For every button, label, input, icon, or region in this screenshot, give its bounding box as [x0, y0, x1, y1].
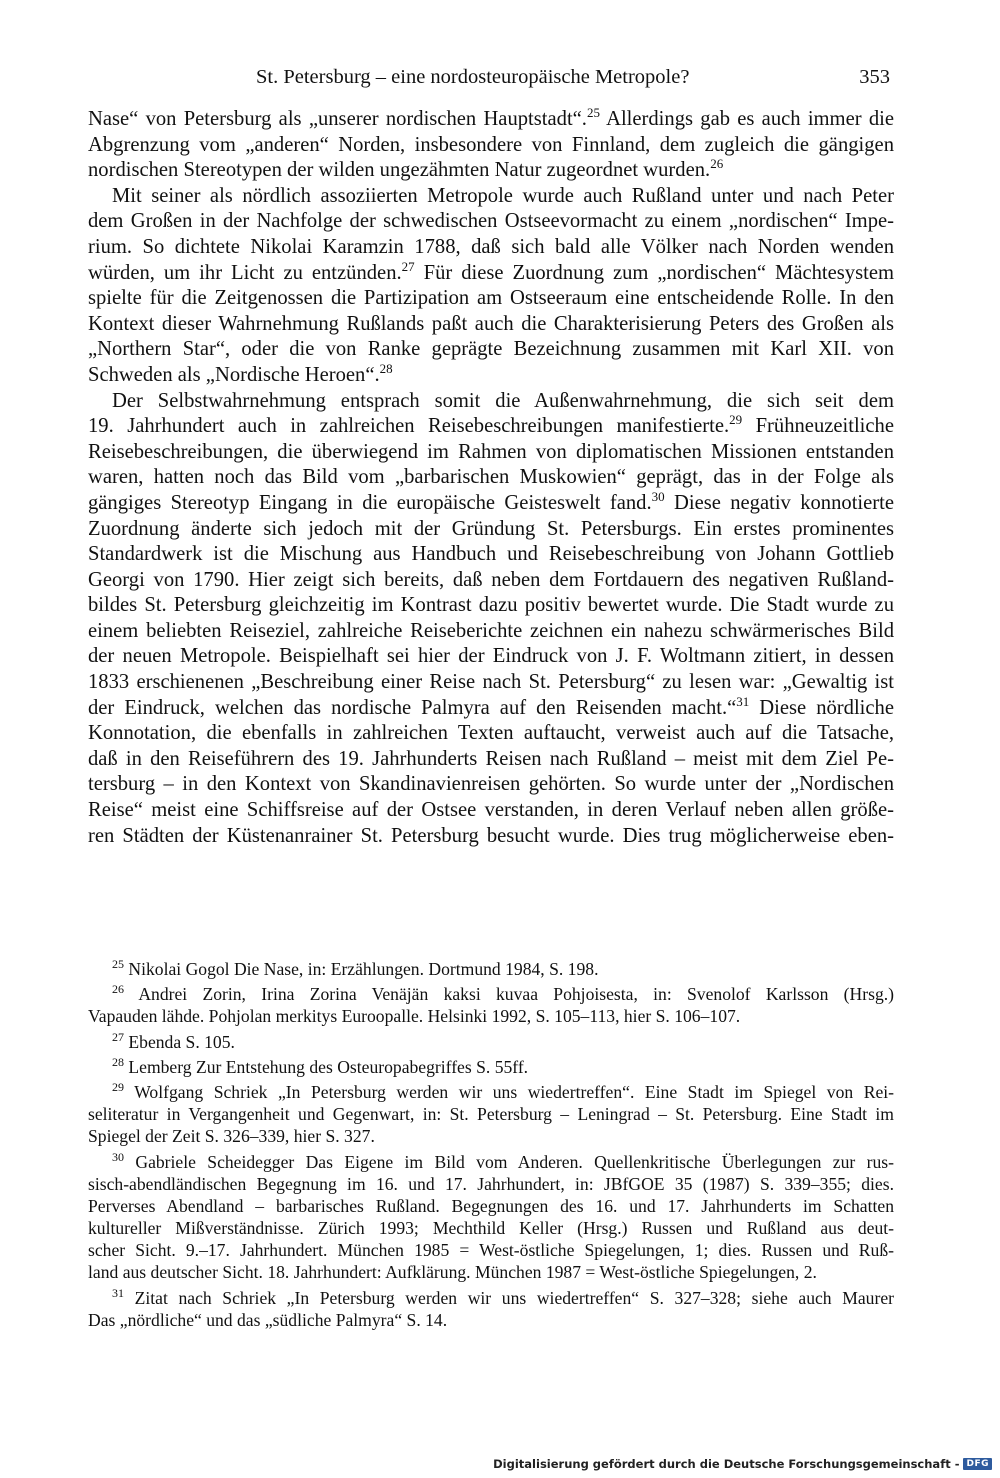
line-text: daß in den Reiseführern des 19. Jahrhunderts Reisen nach Rußland – meist mit dem Ziel Pe- — [88, 747, 894, 770]
page-number: 353 — [859, 66, 890, 88]
text-line — [88, 824, 894, 850]
line-text: Konnotation, die ebenfalls in zahlreichen Texten auftaucht, verweist auch auf die Tatsache, — [88, 722, 894, 745]
footnote-number: 30 — [112, 1150, 124, 1164]
footnote-number: 31 — [112, 1286, 124, 1300]
footnote-line — [88, 1217, 894, 1239]
footnote-text: Zitat nach Schriek „In Petersburg werden wir uns wiedertreffen“ S. 327–328; siehe auch Maurer — [124, 1287, 894, 1308]
footnote-text: Spiegel der Zeit S. 326–339, hier S. 327. — [88, 1126, 375, 1147]
footnote-line — [88, 983, 894, 1005]
line-text: gängiges Stereotyp Eingang in die europäische Geisteswelt fand. — [88, 491, 652, 514]
footnote-text: Vapauden lähde. Pohjolan merkitys Euroopalle. Helsinki 1992, S. 105–113, hier S. 106–107. — [88, 1006, 741, 1027]
digitization-credit — [493, 1456, 992, 1472]
footnote-line — [88, 1173, 894, 1195]
footnote-line — [88, 1103, 894, 1125]
line-text: Reise“ meist eine Schiffsreise auf der Ostsee verstanden, in deren Verlauf neben allen größe- — [88, 799, 894, 822]
footnote-ref: 30 — [651, 490, 665, 504]
text-line — [88, 440, 894, 466]
credit-text: Digitalisierung gefördert durch die Deutsche Forschungsgemeinschaft - — [493, 1457, 960, 1471]
footnotes — [88, 958, 894, 1331]
line-text: spielte für die Zeitgenossen die Partizipation am Ostseeraum eine entscheidende Rolle. In den — [88, 287, 894, 310]
footnote-line — [88, 1261, 894, 1283]
text-line — [88, 465, 894, 491]
line-text: Schweden als „Nordische Heroen“. — [88, 363, 380, 386]
footnote-ref: 25 — [586, 107, 600, 120]
text-line — [88, 286, 894, 312]
footnote-number: 27 — [112, 1030, 124, 1044]
footnote-line — [88, 1151, 894, 1173]
line-text: „Northern Star“, oder die von Ranke geprägte Bezeichnung zusammen mit Karl XII. von — [88, 338, 894, 361]
line-text-after: Frühneuzeitliche — [742, 415, 894, 438]
footnote-ref: 31 — [736, 695, 750, 709]
footnote-ref: 26 — [710, 158, 724, 172]
text-line — [88, 644, 894, 670]
footnote-text: kultureller Mißverständnisse. Zürich 1993; Mechthild Keller (Hrsg.) Russen und Rußland aus deut- — [88, 1218, 894, 1239]
line-text: Mit seiner als nördlich assoziierten Metropole wurde auch Rußland unter und nach Peter — [112, 184, 894, 207]
text-line — [88, 721, 894, 747]
footnote-number: 26 — [112, 983, 124, 997]
footnote-number: 28 — [112, 1055, 124, 1069]
text-line — [88, 261, 894, 287]
line-text: der neuen Metropole. Beispielhaft sei hier der Eindruck von J. F. Woltmann zitiert, in dessen — [88, 645, 894, 668]
text-line — [88, 414, 894, 440]
text-line — [88, 517, 894, 543]
line-text: rium. So dichtete Nikolai Karamzin 1788, daß sich bald alle Völker nach Norden wenden — [88, 235, 894, 258]
line-text: Reisebeschreibungen, die überwiegend im Rahmen von diplomatischen Missionen entstanden — [88, 440, 894, 463]
text-line — [88, 542, 894, 568]
footnote-line — [88, 1239, 894, 1261]
line-text: nordischen Stereotypen der wilden ungezähmten Natur zugeordnet wurden. — [88, 159, 711, 182]
footnote-line — [88, 1287, 894, 1309]
text-line — [88, 133, 894, 159]
page-header — [88, 66, 894, 96]
footnote-text: Das „nördliche“ und das „südliche Palmyra“ S. 14. — [88, 1309, 448, 1330]
footnote-ref: 28 — [379, 362, 393, 376]
text-line — [88, 184, 894, 210]
footnote-text: Gabriele Scheidegger Das Eigene im Bild vom Anderen. Quellenkritische Überlegungen zur rus- — [124, 1151, 894, 1172]
line-text: waren, hatten noch das Bild vom „barbarischen Muskowien“ geprägt, das in der Folge als — [88, 466, 894, 489]
line-text: dem Großen in der Nachfolge der schwedischen Ostseevormacht zu einem „nordischen“ Impe- — [88, 210, 894, 233]
line-text: ren Städten der Küstenanrainer St. Petersburg besucht wurde. Dies trug möglicherweise eben- — [88, 824, 894, 847]
text-line — [88, 363, 894, 389]
running-title: St. Petersburg – eine nordosteuropäische Metropole? — [256, 66, 690, 88]
dfg-logo: DFG — [963, 1458, 992, 1470]
line-text: 1833 erschienenen „Beschreibung einer Reise nach St. Petersburg“ zu lesen war: „Gewaltig ist — [88, 671, 894, 694]
text-line — [88, 235, 894, 261]
text-line — [88, 107, 894, 133]
line-text: der Eindruck, welchen das nordische Palmyra auf den Reisenden macht.“ — [88, 696, 737, 719]
text-line — [88, 389, 894, 415]
footnote-line — [88, 1005, 894, 1027]
line-text: Der Selbstwahrnehmung entsprach somit die Außenwahrnehmung, die sich seit dem — [112, 389, 894, 412]
line-text: Standardwerk ist die Mischung aus Handbuch und Reisebeschreibung von Johann Gottlieb — [88, 543, 894, 566]
line-text: Georgi von 1790. Hier zeigt sich bereits, daß neben dem Fortdauern des negativen Rußland- — [88, 568, 894, 591]
text-line — [88, 747, 894, 773]
footnote-text: Wolfgang Schriek „In Petersburg werden wir uns wiedertreffen“. Eine Stadt im Spiegel von Rei- — [124, 1081, 894, 1102]
line-text: einem beliebten Reiseziel, zahlreiche Reiseberichte zeichnen ein nahezu schwärmerisches Bild — [88, 619, 894, 642]
line-text: Abgrenzung vom „anderen“ Norden, insbesondere von Finnland, dem zugleich die gängigen — [88, 133, 894, 156]
text-line — [88, 798, 894, 824]
footnote-text: scher Sicht. 9.–17. Jahrhundert. München 1985 = West-östliche Spiegelungen, 1; dies. Russen und Ruß- — [88, 1240, 894, 1261]
line-text: würden, um ihr Licht zu entzünden. — [88, 261, 402, 284]
footnote-number: 25 — [112, 958, 124, 971]
footnote-line — [88, 1309, 894, 1331]
footnote-text: Lemberg Zur Entstehung des Osteuropabegriffes S. 55ff. — [124, 1056, 529, 1077]
text-line — [88, 593, 894, 619]
footnote-line — [88, 1125, 894, 1147]
footnote-ref: 29 — [729, 414, 743, 428]
line-text: tersburg – in den Kontext von Skandinavienreisen gehörten. So wurde unter der „Nordischen — [88, 773, 894, 796]
line-text: Kontext dieser Wahrnehmung Rußlands paßt auch die Charakterisierung Peters des Großen als — [88, 312, 894, 335]
footnote-ref: 27 — [401, 260, 415, 274]
footnote-line — [88, 1031, 894, 1053]
footnote-line — [88, 1056, 894, 1078]
footnote-text: sisch-abendländischen Begegnung im 16. und 17. Jahrhundert, in: JBfGOE 35 (1987) S. 339–355; dies. — [88, 1173, 894, 1194]
line-text-after: Diese negativ konnotierte — [664, 491, 894, 514]
footnote-line — [88, 1195, 894, 1217]
line-text: bildes St. Petersburg gleichzeitig im Kontrast dazu positiv bewertet wurde. Die Stadt wurde zu — [88, 594, 894, 617]
text-line — [88, 491, 894, 517]
footnote-text: Andrei Zorin, Irina Zorina Venäjän kaksi kuvaa Pohjoisesta, in: Svenolof Karlsson (Hrsg.) — [124, 984, 894, 1005]
footnote-line — [88, 1081, 894, 1103]
line-text: Nase“ von Petersburg als „unserer nordischen Hauptstadt“. — [88, 108, 587, 130]
footnote-text: Ebenda S. 105. — [124, 1031, 235, 1052]
footnote-text: land aus deutscher Sicht. 18. Jahrhundert: Aufklärung. München 1987 = West-östliche Spiegelungen, 2. — [88, 1262, 817, 1283]
line-text-after: Für diese Zuordnung zum „nordischen“ Mächtesystem — [414, 261, 894, 284]
footnote-text: Perverses Abendland – barbarisches Rußland. Begegnungen des 16. und 17. Jahrhunderts im Schatten — [88, 1195, 894, 1216]
text-line — [88, 619, 894, 645]
footnote-text: seliteratur in Vergangenheit und Gegenwart, in: St. Petersburg – Leningrad – St. Petersburg. Eine Stadt im — [88, 1104, 894, 1125]
text-line — [88, 337, 894, 363]
text-line — [88, 312, 894, 338]
main-text — [88, 107, 894, 849]
text-line — [88, 696, 894, 722]
text-line — [88, 209, 894, 235]
footnote-number: 29 — [112, 1080, 124, 1094]
line-text: 19. Jahrhundert auch in zahlreichen Reisebeschreibungen manifestierte. — [88, 415, 730, 438]
footnote-line — [88, 958, 894, 980]
text-line — [88, 158, 894, 184]
line-text: Zuordnung änderte sich jedoch mit der Gründung St. Petersburgs. Ein erstes prominentes — [88, 517, 894, 540]
text-line — [88, 568, 894, 594]
line-text-after: Diese nördliche — [749, 696, 894, 719]
footnote-text: Nikolai Gogol Die Nase, in: Erzählungen. Dortmund 1984, S. 198. — [124, 959, 599, 979]
text-line — [88, 772, 894, 798]
line-text-after: Allerdings gab es auch immer die — [599, 108, 894, 130]
text-line — [88, 670, 894, 696]
